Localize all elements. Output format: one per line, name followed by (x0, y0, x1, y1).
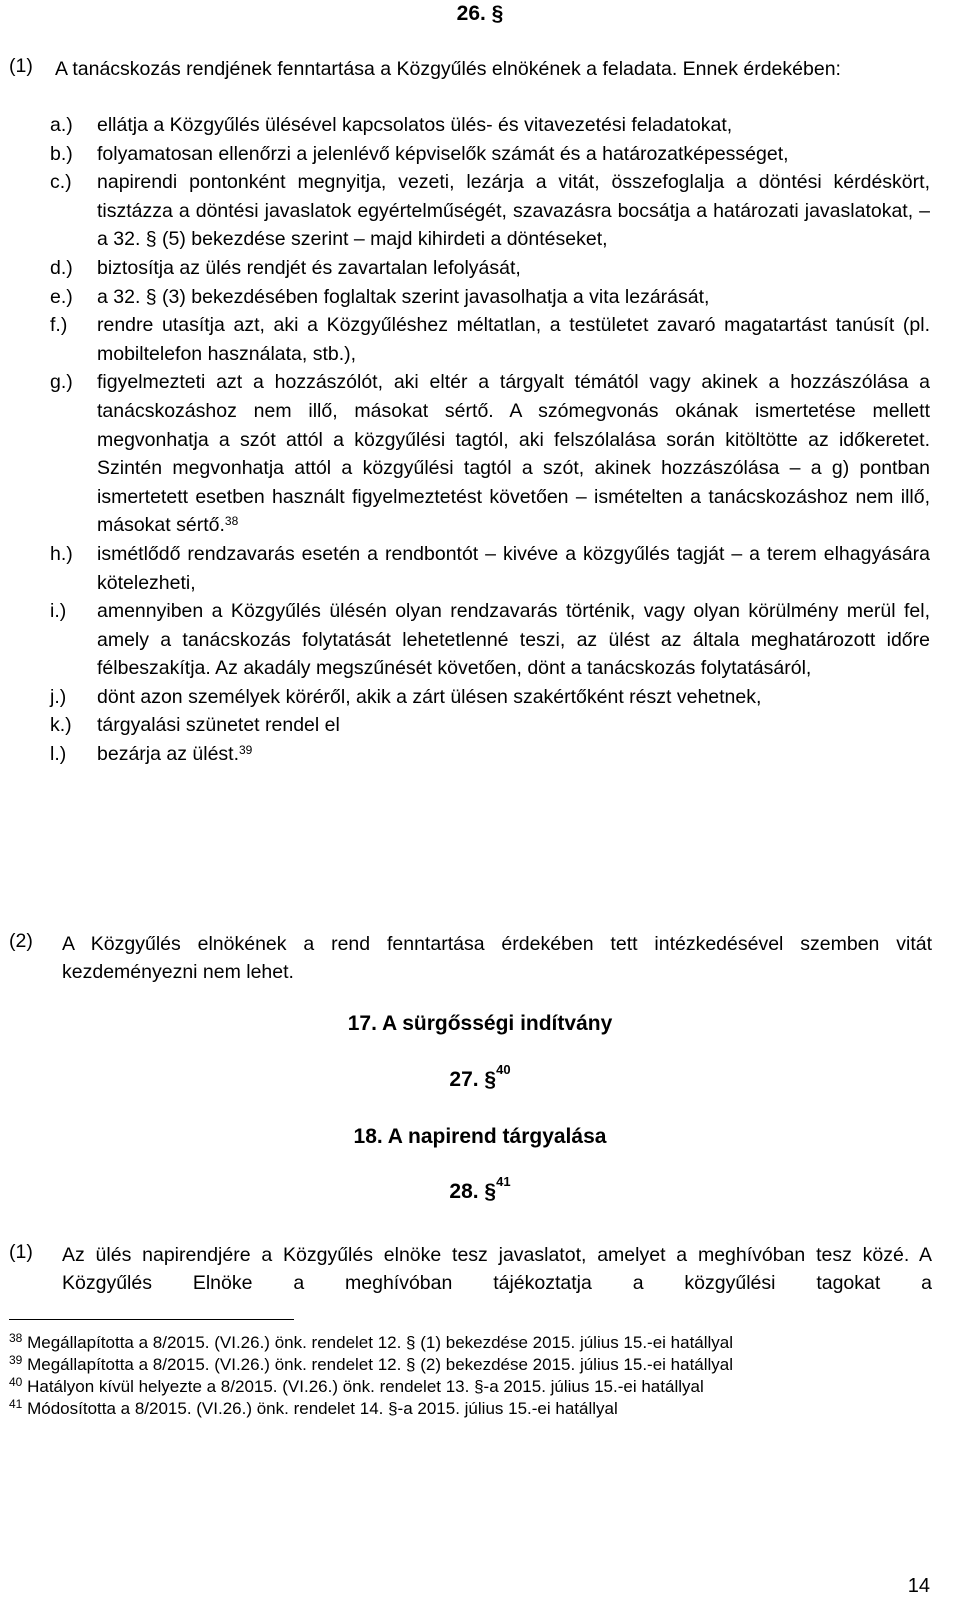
list-item-text: folyamatosan ellenőrzi a jelenlévő képviselők számát és a határozatképességet, (97, 142, 789, 165)
list-item (50, 111, 930, 140)
footnote (9, 1332, 949, 1354)
list-item-text: tárgyalási szünetet rendel el (97, 714, 340, 737)
duties-list (50, 111, 930, 769)
footnote-ref-39[interactable]: 39 (239, 743, 253, 758)
footnote-number: 41 (9, 1397, 23, 1411)
section-heading-26: 26. § (456, 2, 504, 25)
section-heading-28 (0, 1174, 960, 1204)
list-item (50, 168, 930, 254)
footnote-divider (9, 1319, 294, 1320)
list-item-label: e.) (50, 285, 73, 308)
paragraph-3-text: Az ülés napirendjére a Közgyűlés elnöke tesz javaslatot, amelyet a meghívóban tesz közé. A Közgyűlés Elnöke a meghívóban tájékoztatja a közgyűlési tagokat a (62, 1244, 932, 1294)
list-item-text: ellátja a Közgyűlés ülésével kapcsolatos ülés- és vitavezetési feladatokat, (97, 114, 733, 136)
list-item (50, 368, 930, 540)
list-item-text: ismétlődő rendzavarás esetén a rendbontót – kivéve a közgyűlés tagját – a terem elhagyására kötelezheti, (97, 542, 930, 594)
list-item (50, 740, 930, 769)
list-item-label: d.) (50, 256, 73, 279)
section-heading-27 (0, 1062, 960, 1092)
list-item-text: biztosítja az ülés rendjét és zavartalan lefolyását, (97, 256, 521, 279)
paragraph-label-1: (1) (9, 55, 33, 77)
list-item-label: k.) (50, 714, 72, 737)
footnote (9, 1354, 949, 1376)
paragraph-2-text: A Közgyűlés elnökének a rend fenntartása érdekében tett intézkedésével szemben vitát kezdeményezni nem lehet. (62, 933, 932, 983)
list-item (50, 283, 930, 312)
footnote-number: 38 (9, 1331, 23, 1345)
footnote-text: Módosította a 8/2015. (VI.26.) önk. rendelet 14. §-a 2015. július 15.-ei hatállyal (27, 1399, 618, 1418)
heading-18: 18. A napirend tárgyalása (353, 1125, 607, 1148)
list-item (50, 683, 930, 712)
list-item-label: j.) (50, 685, 67, 708)
section-27-label: 27. § (449, 1068, 497, 1091)
section-28-label: 28. § (449, 1180, 497, 1203)
footnote-number: 39 (9, 1353, 23, 1367)
paragraph-label-3: (1) (9, 1241, 33, 1263)
footnote-ref-41[interactable]: 41 (496, 1174, 511, 1189)
list-item (50, 140, 930, 169)
list-item (50, 597, 930, 683)
footnote (9, 1376, 949, 1398)
list-item-label: g.) (50, 371, 73, 394)
heading-17: 17. A sürgősségi indítvány (347, 1012, 613, 1035)
list-item-label: l.) (50, 743, 67, 766)
list-item-body: bezárja az ülést. (97, 743, 239, 766)
list-item-body: figyelmezteti azt a hozzászólót, aki eltér a tárgyalt témától vagy akinek a hozzászólása a tanácskozáshoz nem illő, másokat sértő. A szómegvonás okának ismertetése mellett megvonhatja a szót attól a közgyűlési tagtól, aki felszólalása során kitöltötte az időkeretet. Szintén megvonhatja attól a közgyűlési tagtól a szót, akinek hozzászólása – a g) pontban ismertetett esetben használt figyelmeztetést követően – ismételten a tanácskozáshoz nem illő, másokat sértő. (97, 371, 930, 537)
list-item-label: b.) (50, 142, 73, 165)
paragraph-1-intro: A tanácskozás rendjének fenntartása a Közgyűlés elnökének a feladata. Ennek érdekében: (55, 58, 841, 80)
page-number: 14 (907, 1575, 930, 1597)
list-item (50, 311, 930, 368)
footnotes (9, 1332, 949, 1420)
list-item (50, 711, 930, 740)
footnote-number: 40 (9, 1375, 23, 1389)
paragraph-label-2: (2) (9, 930, 33, 952)
list-item-label: a.) (50, 114, 73, 136)
list-item-text: napirendi pontonként megnyitja, vezeti, lezárja a vitát, összefoglalja a döntési kérdéskört, tisztázza a döntési javaslatok egyértelműségét, szavazásra bocsátja a határozati javaslatokat, – a 32. § (5) bekezdése szerint – majd kihirdeti a döntéseket, (97, 171, 930, 251)
list-item-label: i.) (50, 600, 67, 623)
list-item-text: rendre utasítja azt, aki a Közgyűléshez méltatlan, a testületet zavaró magatartást tanúsít (pl. mobiltelefon használata, stb.), (97, 314, 930, 365)
list-item-text: dönt azon személyek köréről, akik a zárt ülésen szakértőként részt vehetnek, (97, 685, 762, 708)
footnote-ref-40[interactable]: 40 (496, 1062, 511, 1077)
list-item-label: f.) (50, 314, 68, 337)
list-item-label: h.) (50, 542, 73, 565)
footnote-text: Hatályon kívül helyezte a 8/2015. (VI.26.) önk. rendelet 13. §-a 2015. július 15.-ei hatállyal (27, 1377, 704, 1396)
list-item-text (97, 740, 930, 769)
list-item-text: amennyiben a Közgyűlés ülésén olyan rendzavarás történik, vagy olyan körülmény merül fel, amely a tanácskozás folytatását lehetetlenné teszi, az ülést az általa meghatározott időre félbeszakítja. Az akadály megszűnését követően, dönt a tanácskozás folytatásáról, (97, 600, 930, 680)
list-item-text: a 32. § (3) bekezdésében foglaltak szerint javasolhatja a vita lezárását, (97, 285, 710, 308)
footnote (9, 1398, 949, 1420)
list-item (50, 540, 930, 597)
list-item (50, 254, 930, 283)
list-item-label: c.) (50, 171, 72, 194)
list-item-text (97, 368, 930, 540)
footnote-text: Megállapította a 8/2015. (VI.26.) önk. rendelet 12. § (2) bekezdése 2015. július 15.-ei hatállyal (27, 1355, 734, 1374)
footnote-text: Megállapította a 8/2015. (VI.26.) önk. rendelet 12. § (1) bekezdése 2015. július 15.-ei hatállyal (27, 1333, 734, 1352)
footnote-ref-38[interactable]: 38 (224, 514, 239, 529)
